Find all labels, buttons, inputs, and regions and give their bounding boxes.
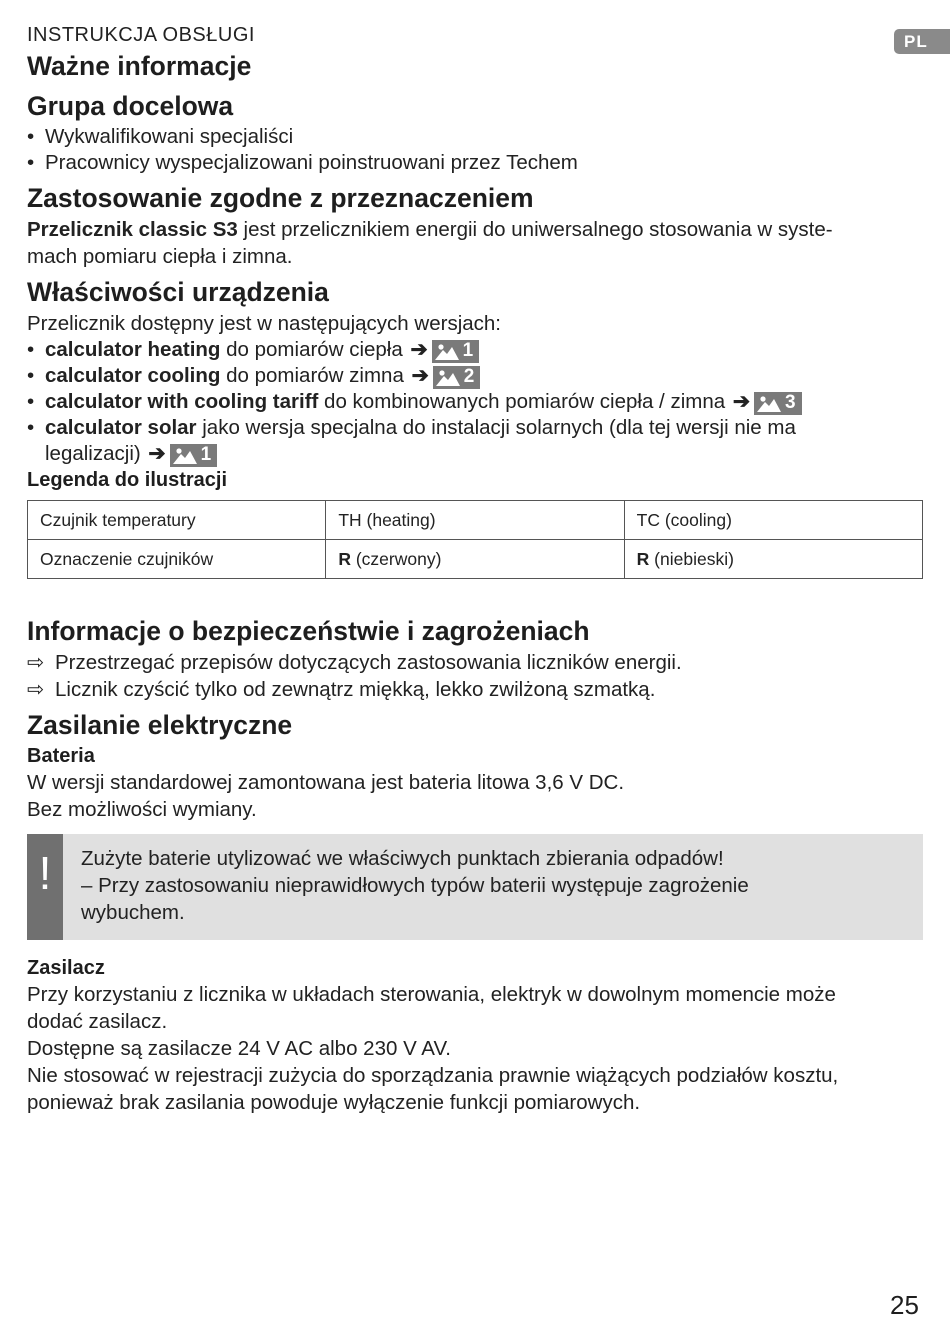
exclamation-icon: ! — [27, 834, 63, 940]
bullet-icon: • — [27, 151, 35, 174]
warning-box — [27, 834, 923, 940]
image-icon — [436, 368, 460, 386]
safety-list — [27, 649, 923, 703]
hollow-arrow-icon: ⇨ — [27, 651, 45, 674]
arrow-right-icon: ➔ — [148, 442, 166, 465]
bullet-icon: • — [27, 416, 35, 439]
table-cell: R (czerwony) — [326, 540, 624, 579]
document-type-label: INSTRUKCJA OBSŁUGI — [27, 24, 255, 46]
arrow-right-icon: ➔ — [411, 364, 429, 387]
safety-heading: Informacje o bezpieczeństwie i zagrożeniach — [27, 616, 590, 646]
versions-list — [27, 337, 923, 467]
product-name: Przelicznik classic S3 — [27, 218, 238, 241]
list-item: • Pracownicy wyspecjalizowani poinstruowani przez Techem — [27, 151, 578, 174]
language-badge: PL — [894, 29, 950, 54]
bullet-icon: • — [27, 364, 35, 387]
list-item: ⇨ Przestrzegać przepisów dotyczących zastosowania liczników energii. — [27, 651, 682, 674]
figure-reference: 3 — [754, 392, 802, 415]
device-properties-heading: Właściwości urządzenia — [27, 277, 329, 307]
version-item: • calculator heating do pomiarów ciepła ➔ 1 — [27, 337, 923, 363]
intended-use-text: Przelicznik classic S3 jest przelicznikiem energii do uniwersalnego stosowania w syste- mach pomiaru ciepła i zimna. — [27, 218, 833, 268]
power-adapter-text: Przy korzystaniu z licznika w układach sterowania, elektryk w dowolnym momencie może dodać zasilacz. Dostępne są zasilacze 24 V AC albo 230 V AV. Nie stosować w rejestracji zużycia do sporządzania prawnie wiążących podziałów kosztu, ponieważ brak zasilania powoduje wyłączenie funkcji pomiarowych. — [27, 983, 839, 1114]
table-cell: TC (cooling) — [624, 501, 922, 540]
image-icon — [435, 342, 459, 360]
legend-table — [27, 500, 923, 579]
bullet-icon: • — [27, 338, 35, 361]
list-item: ⇨ Licznik czyścić tylko od zewnątrz miękką, lekko zwilżoną szmatką. — [27, 678, 656, 701]
power-supply-heading: Zasilanie elektryczne — [27, 710, 293, 740]
figure-reference: 1 — [432, 340, 480, 363]
table-cell: TH (heating) — [326, 501, 624, 540]
page-content — [27, 22, 923, 1116]
warning-text: Zużyte baterie utylizować we właściwych punktach zbierania odpadów! – Przy zastosowaniu nieprawidłowych typów baterii występuje zagrożenie wybuchem. — [81, 847, 749, 924]
arrow-right-icon: ➔ — [410, 338, 428, 361]
figure-reference: 1 — [170, 444, 218, 467]
versions-intro: Przelicznik dostępny jest w następujących wersjach: — [27, 312, 501, 335]
page-number: 25 — [890, 1290, 919, 1320]
bullet-icon: • — [27, 390, 35, 413]
table-row — [28, 501, 923, 540]
table-row — [28, 540, 923, 579]
target-group-heading: Grupa docelowa — [27, 91, 234, 121]
version-item: • calculator with cooling tariff do kombinowanych pomiarów ciepła / zimna ➔ 3 — [27, 389, 923, 415]
hollow-arrow-icon: ⇨ — [27, 678, 45, 701]
table-cell: Oznaczenie czujników — [28, 540, 326, 579]
image-icon — [173, 446, 197, 464]
list-item: • Wykwalifikowani specjaliści — [27, 125, 294, 148]
intended-use-heading: Zastosowanie zgodne z przeznaczeniem — [27, 183, 534, 213]
battery-heading: Bateria — [27, 745, 95, 767]
battery-text: W wersji standardowej zamontowana jest bateria litowa 3,6 V DC. Bez możliwości wymiany. — [27, 771, 625, 821]
arrow-right-icon: ➔ — [732, 390, 751, 413]
version-item: • calculator cooling do pomiarów zimna ➔ 2 — [27, 363, 923, 389]
target-group-list — [27, 124, 923, 176]
table-cell: R (niebieski) — [624, 540, 922, 579]
legend-heading: Legenda do ilustracji — [27, 469, 228, 491]
power-adapter-heading: Zasilacz — [27, 957, 105, 979]
version-item: • calculator solar jako wersja specjalna do instalacji solarnych (dla tej wersji nie ma legalizacji) ➔ 1 — [27, 416, 796, 465]
image-icon — [757, 394, 781, 412]
figure-reference: 2 — [433, 366, 481, 389]
bullet-icon: • — [27, 125, 35, 148]
table-cell: Czujnik temperatury — [28, 501, 326, 540]
page-title: Ważne informacje — [27, 51, 252, 81]
